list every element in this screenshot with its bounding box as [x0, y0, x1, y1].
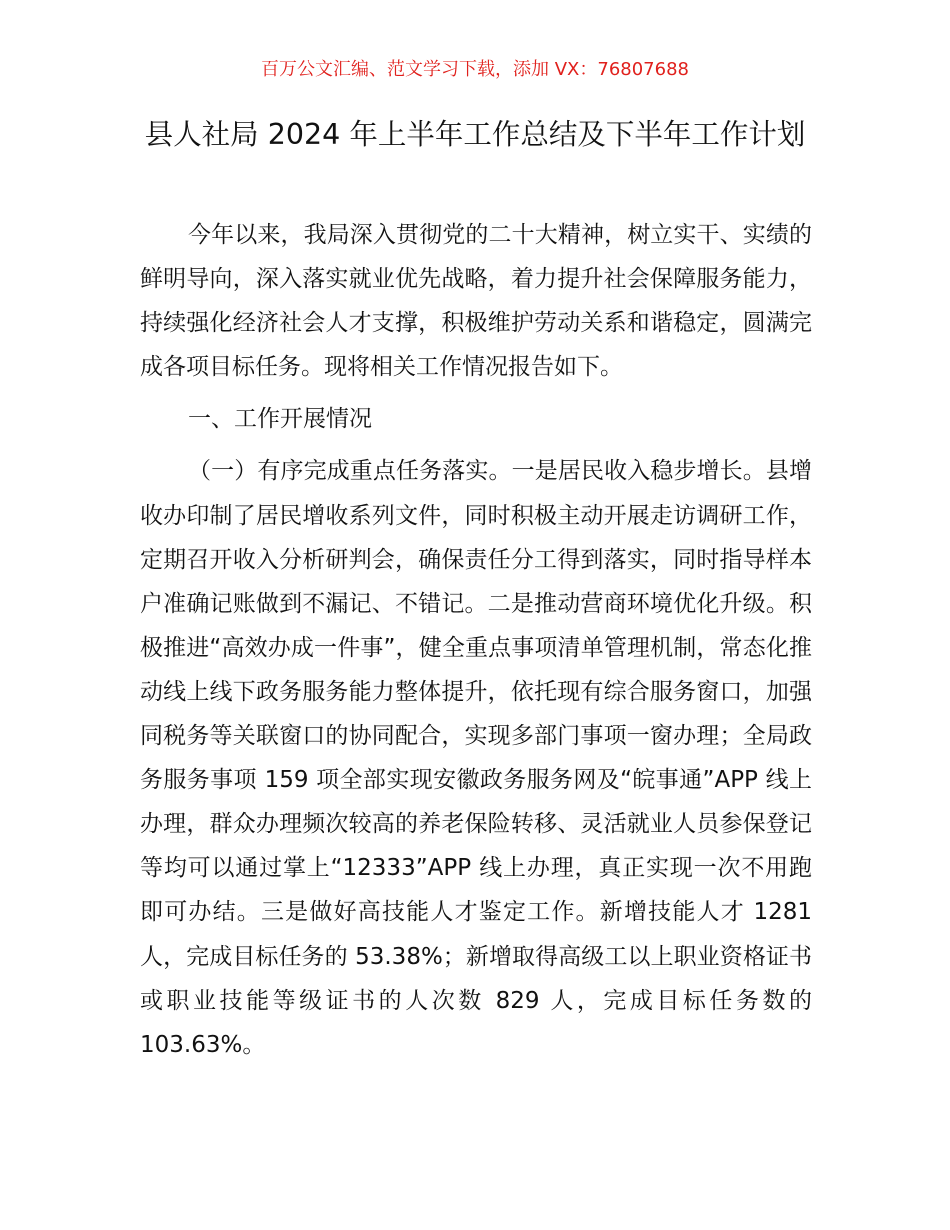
- watermark-header: 百万公文汇编、范文学习下载，添加 VX：76807688: [261, 59, 689, 80]
- section-heading: 一、工作开展情况: [188, 405, 372, 432]
- document-body: [140, 213, 812, 1074]
- intro-paragraph: 今年以来，我局深入贯彻党的二十大精神，树立实干、实绩的鲜明导向，深入落实就业优先战略，着力提升社会保障服务能力，持续强化经济社会人才支撑，积极维护劳动关系和谐稳定，圆满完成各项目标任务。现将相关工作情况报告如下。: [140, 222, 812, 381]
- body-paragraph: （一）有序完成重点任务落实。一是居民收入稳步增长。县增收办印制了居民增收系列文件，同时积极主动开展走访调研工作，定期召开收入分析研判会，确保责任分工得到落实，同时指导样本户准确记账做到不漏记、不错记。二是推动营商环境优化升级。积极推进“高效办成一件事”，健全重点事项清单管理机制，常态化推动线上线下政务服务能力整体提升，依托现有综合服务窗口，加强同税务等关联窗口的协同配合，实现多部门事项一窗办理；全局政务服务事项 159 项全部实现安徽政务服务网及“皖事通”APP 线上办理，群众办理频次较高的养老保险转移、灵活就业人员参保登记等均可以通过掌上“12333”APP 线上办理，真正实现一次不用跑即可办结。三是做好高技能人才鉴定工作。新增技能人才 1281 人，完成目标任务的 53.38%；新增取得高级工以上职业资格证书或职业技能等级证书的人次数 829 人，完成目标任务数的 103.63%。: [140, 458, 812, 1058]
- document-title: 县人社局 2024 年上半年工作总结及下半年工作计划: [144, 118, 806, 151]
